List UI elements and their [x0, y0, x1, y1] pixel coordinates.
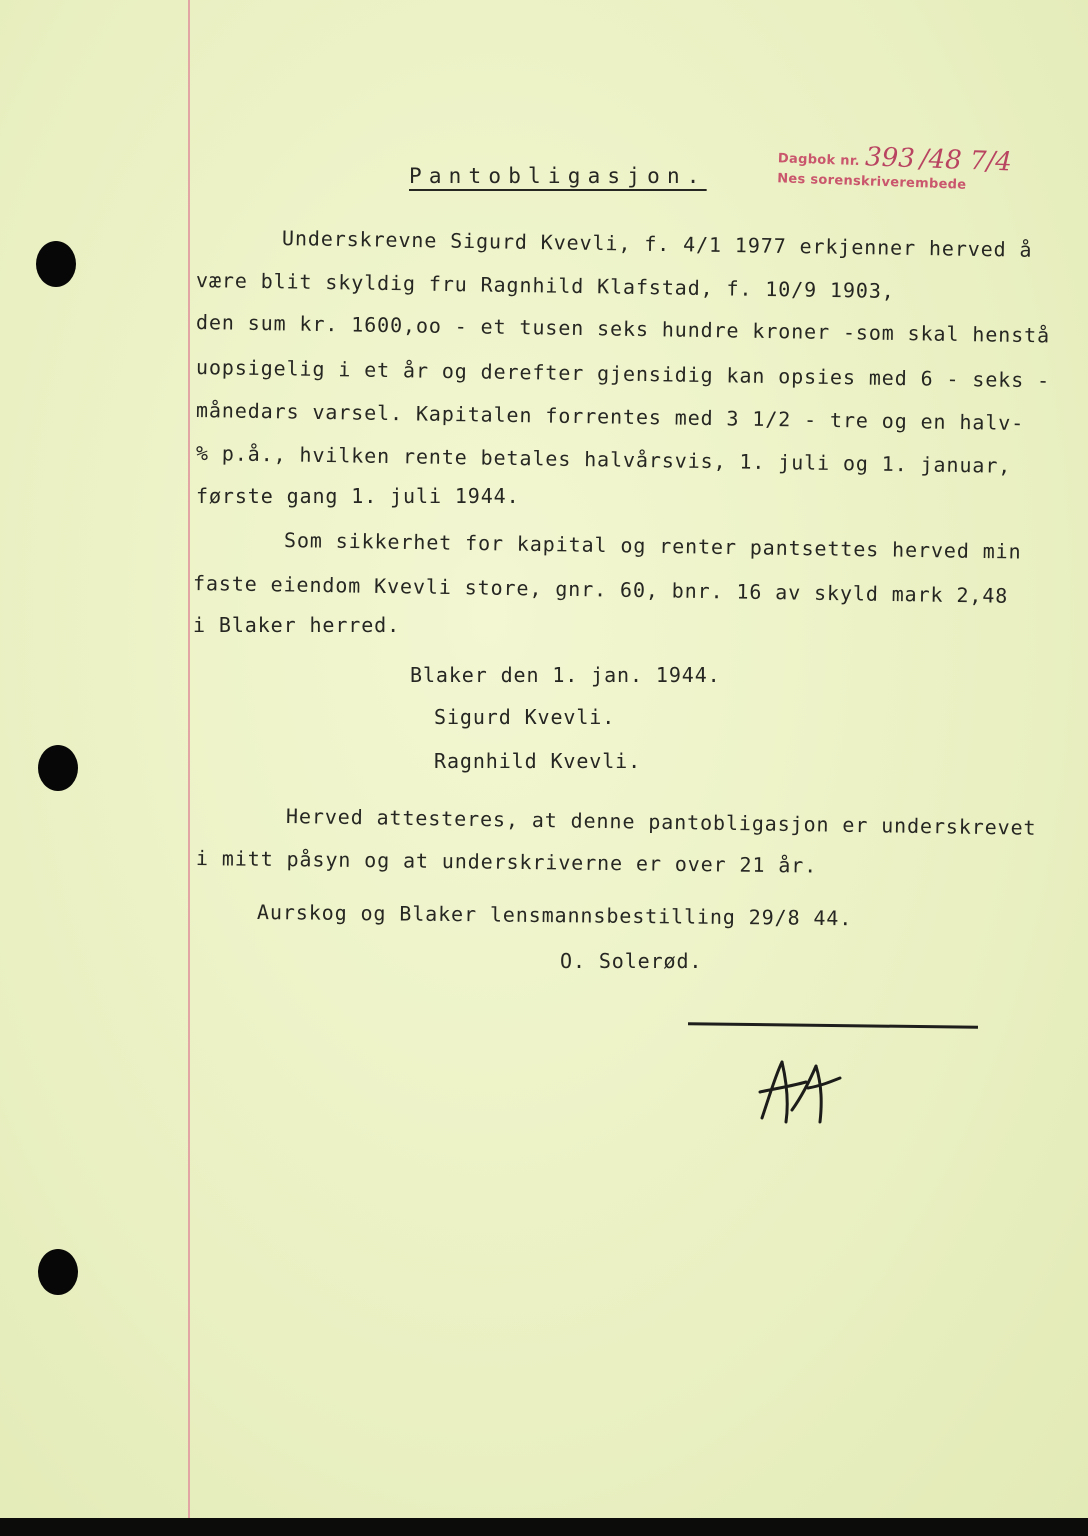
officer-name: O. Solerød. [560, 949, 703, 973]
document-title: Pantobligasjon. [409, 164, 707, 188]
body-line: være blit skyldig fru Ragnhild Klafstad, f. 10/9 1903, [195, 268, 895, 303]
stamp-office: Nes sorenskriverembede [776, 171, 967, 193]
office-line: Aurskog og Blaker lensmannsbestilling 29/8 44. [256, 900, 853, 931]
attestation-line: Herved attesteres, at denne pantobligasjon er underskrevet [285, 804, 1037, 840]
body-line: Underskrevne Sigurd Kvevli, f. 4/1 1977 erkjenner herved å [281, 226, 1033, 262]
body-line: i Blaker herred. [193, 613, 401, 637]
stamp-label: Dagbok nr. [777, 151, 861, 170]
body-line: månedars varsel. Kapitalen forrentes med 3 1/2 - tre og en halv- [195, 398, 1025, 436]
body-line: den sum kr. 1600,oo - et tusen seks hundre kroner -som skal henstå [195, 310, 1051, 348]
place-date-line: Blaker den 1. jan. 1944. [410, 663, 721, 687]
punch-hole [38, 1249, 78, 1295]
body-line: faste eiendom Kvevli store, gnr. 60, bnr. 16 av skyld mark 2,48 [192, 571, 1009, 608]
body-line: Som sikkerhet for kapital og renter pantsettes herved min [283, 528, 1022, 564]
body-line: % p.å., hvilken rente betales halvårsvis, 1. juli og 1. januar, [195, 441, 1012, 478]
punch-hole [38, 745, 78, 791]
stamp-annotation: /48 7/4 [919, 144, 1013, 178]
signature-rule [688, 1022, 978, 1029]
margin-line [188, 0, 190, 1518]
attestation-line: i mitt påsyn og at underskriverne er over 21 år. [195, 846, 818, 878]
body-line: første gang 1. juli 1944. [196, 484, 520, 508]
signatory-name: Sigurd Kvevli. [434, 705, 616, 729]
punch-hole [36, 241, 76, 287]
body-line: uopsigelig i et år og derefter gjensidig kan opsies med 6 - seks - [195, 355, 1051, 393]
stamp-number: 393 [864, 142, 916, 175]
signatory-name: Ragnhild Kvevli. [434, 749, 642, 773]
scan-edge [0, 1518, 1088, 1536]
initials-signature [748, 1052, 858, 1132]
